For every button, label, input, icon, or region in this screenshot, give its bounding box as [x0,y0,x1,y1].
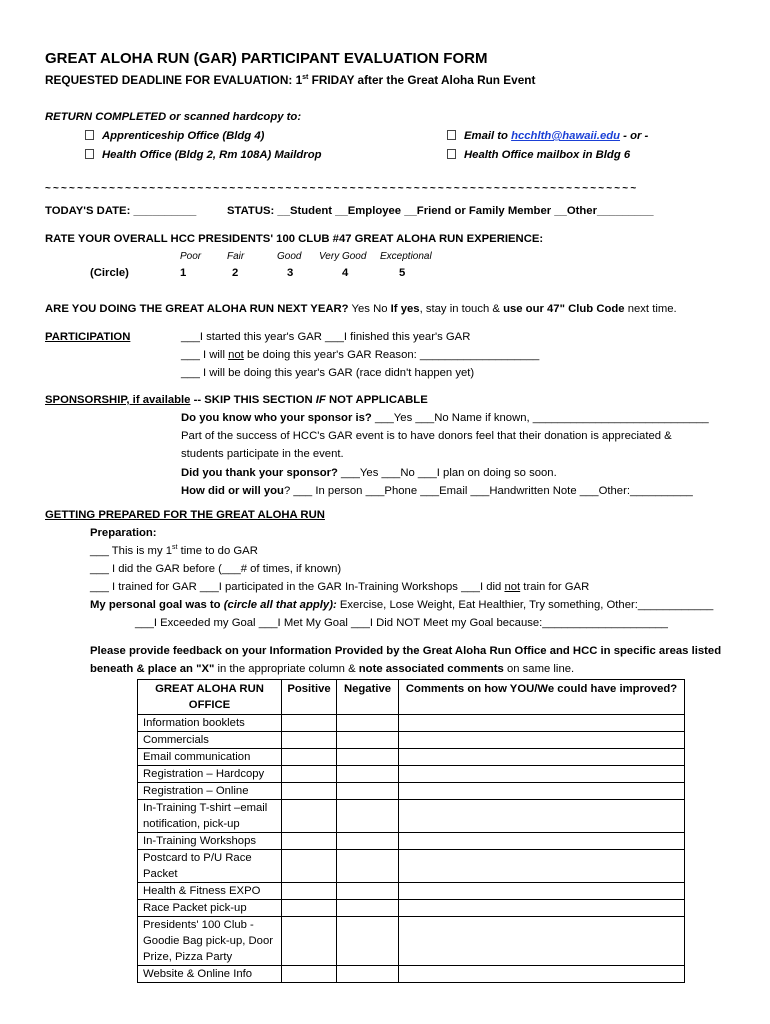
row-label: Email communication [138,749,282,766]
table-row [138,850,685,883]
checkbox-icon [447,149,456,159]
comment-cell[interactable] [399,883,685,900]
status-field[interactable]: STATUS: __Student __Employee __Friend or Family Member __Other_________ [227,205,654,217]
comment-cell[interactable] [399,833,685,850]
negative-cell[interactable] [337,766,399,783]
prep-did-before[interactable]: ___ I did the GAR before (___# of times, if known) [90,563,342,575]
sponsorship-text-2: students participate in the event. [181,448,344,460]
participation-heading: PARTICIPATION [45,331,131,343]
comment-cell[interactable] [399,715,685,732]
rating-circle-label: (Circle) [90,267,129,279]
negative-cell[interactable] [337,833,399,850]
rating-option-2[interactable]: 2 [232,267,239,279]
email-link[interactable]: hcchlth@hawaii.edu [511,130,621,142]
row-label: Postcard to P/U Race Packet [138,850,282,883]
row-label: Presidents' 100 Club - Goodie Bag pick-up, Door Prize, Pizza Party [138,917,282,966]
sponsor-thank-method-question[interactable]: How did or will you? ___ In person ___Phone ___Email ___Handwritten Note ___Other:__________ [181,485,693,497]
row-label: Registration – Online [138,783,282,800]
row-label: Race Packet pick-up [138,900,282,917]
rating-label-very-good: Very Good [319,251,367,262]
table-row [138,783,685,800]
comment-cell[interactable] [399,917,685,966]
positive-cell[interactable] [282,833,337,850]
negative-cell[interactable] [337,966,399,983]
negative-cell[interactable] [337,850,399,883]
sponsorship-text-1: Part of the success of HCC's GAR event is to have donors feel that their donation is appreciated & [181,430,672,442]
column-header-positive: Positive [282,680,337,715]
goal-result-line[interactable]: ___I Exceeded my Goal ___I Met My Goal ___I Did NOT Meet my Goal because:____________________ [135,617,668,629]
rating-question: RATE YOUR OVERALL HCC PRESIDENTS' 100 CLUB #47 GREAT ALOHA RUN EXPERIENCE: [45,233,544,245]
row-label: Registration – Hardcopy [138,766,282,783]
rating-label-good: Good [277,251,302,262]
row-label: Commercials [138,732,282,749]
return-option-apprenticeship[interactable]: Apprenticeship Office (Bldg 4) [85,130,264,142]
checkbox-icon [85,149,94,159]
table-row [138,749,685,766]
deadline-line: REQUESTED DEADLINE FOR EVALUATION: 1st FRIDAY after the Great Aloha Run Event [45,73,536,87]
rating-option-3[interactable]: 3 [287,267,294,279]
preparation-label: Preparation: [90,527,157,539]
rating-label-poor: Poor [180,251,202,262]
positive-cell[interactable] [282,749,337,766]
positive-cell[interactable] [282,800,337,833]
column-header-comments: Comments on how YOU/We could have improved? [399,680,685,715]
comment-cell[interactable] [399,850,685,883]
table-row [138,715,685,732]
sponsor-known-question[interactable]: Do you know who your sponsor is? ___Yes ___No Name if known, ____________________________ [181,412,709,424]
positive-cell[interactable] [282,783,337,800]
return-option-email[interactable]: Email to hcchlth@hawaii.edu - or - [447,130,648,142]
table-row [138,833,685,850]
column-header-office: GREAT ALOHA RUN OFFICE [138,680,282,715]
positive-cell[interactable] [282,917,337,966]
negative-cell[interactable] [337,783,399,800]
table-row [138,917,685,966]
row-label: Information booklets [138,715,282,732]
form-title: GREAT ALOHA RUN (GAR) PARTICIPANT EVALUATION FORM [45,50,488,67]
row-label: In-Training Workshops [138,833,282,850]
personal-goal-line[interactable]: My personal goal was to (circle all that apply): Exercise, Lose Weight, Eat Healthier, Try something, Other:____________ [90,599,714,611]
positive-cell[interactable] [282,966,337,983]
positive-cell[interactable] [282,766,337,783]
return-option-mailbox[interactable]: Health Office mailbox in Bldg 6 [447,149,630,161]
row-label: Website & Online Info [138,966,282,983]
checkbox-icon [85,130,94,140]
rating-option-4[interactable]: 4 [342,267,349,279]
positive-cell[interactable] [282,850,337,883]
comment-cell[interactable] [399,732,685,749]
table-row [138,883,685,900]
comment-cell[interactable] [399,800,685,833]
comment-cell[interactable] [399,783,685,800]
column-header-negative: Negative [337,680,399,715]
table-header-row [138,680,685,715]
row-label: Health & Fitness EXPO [138,883,282,900]
negative-cell[interactable] [337,883,399,900]
table-row [138,766,685,783]
negative-cell[interactable] [337,732,399,749]
negative-cell[interactable] [337,715,399,732]
getting-prepared-heading: GETTING PREPARED FOR THE GREAT ALOHA RUN [45,509,325,521]
negative-cell[interactable] [337,900,399,917]
prep-training[interactable]: ___ I trained for GAR ___I participated in the GAR In-Training Workshops ___I did not train for GAR [90,581,590,593]
rating-label-exceptional: Exceptional [380,251,432,262]
comment-cell[interactable] [399,900,685,917]
comment-cell[interactable] [399,966,685,983]
rating-option-5[interactable]: 5 [399,267,406,279]
positive-cell[interactable] [282,900,337,917]
participation-started-finished[interactable]: ___I started this year's GAR ___I finished this year's GAR [181,331,471,343]
row-label: In-Training T-shirt –email notification, pick-up [138,800,282,833]
return-heading: RETURN COMPLETED or scanned hardcopy to: [45,111,302,123]
feedback-table [137,679,685,983]
todays-date-field[interactable]: TODAY'S DATE: __________ [45,205,197,217]
divider: ~ ~ ~ ~ ~ ~ ~ ~ ~ ~ ~ ~ ~ ~ ~ ~ ~ ~ ~ ~ ~ ~ ~ ~ ~ ~ ~ ~ ~ ~ ~ ~ ~ ~ ~ ~ ~ ~ ~ ~ ~ ~ ~ ~ ~ ~ ~ ~ ~ ~ ~ ~ ~ ~ ~ ~ ~ ~ ~ ~ ~ ~ ~ ~ ~ ~ ~ ~ ~ ~ ~ ~ ~ ~ [45,183,636,194]
prep-first-time[interactable]: ___ This is my 1st time to do GAR [90,544,258,557]
table-row [138,966,685,983]
participation-not-doing[interactable]: ___ I will not be doing this year's GAR Reason: ___________________ [181,349,540,361]
rating-label-fair: Fair [227,251,245,262]
positive-cell[interactable] [282,883,337,900]
feedback-instructions-2: beneath & place an "X" in the appropriate column & note associated comments on same line. [90,663,575,675]
table-row [138,800,685,833]
negative-cell[interactable] [337,917,399,966]
checkbox-icon [447,130,456,140]
comment-cell[interactable] [399,749,685,766]
negative-cell[interactable] [337,800,399,833]
rating-option-1[interactable]: 1 [180,267,187,279]
comment-cell[interactable] [399,766,685,783]
sponsorship-heading: SPONSORSHIP, if available -- SKIP THIS SECTION IF NOT APPLICABLE [45,394,428,406]
sponsor-thanked-question[interactable]: Did you thank your sponsor? ___Yes ___No ___I plan on doing so soon. [181,467,557,479]
participation-will-do[interactable]: ___ I will be doing this year's GAR (race didn't happen yet) [181,367,475,379]
positive-cell[interactable] [282,715,337,732]
table-row [138,732,685,749]
table-row [138,900,685,917]
next-year-question[interactable]: ARE YOU DOING THE GREAT ALOHA RUN NEXT YEAR? Yes No If yes, stay in touch & use our 47" Club Code next time. [45,303,677,315]
feedback-instructions-1: Please provide feedback on your Information Provided by the Great Aloha Run Office and HCC in specific areas listed [90,645,722,657]
negative-cell[interactable] [337,749,399,766]
return-option-health-office[interactable]: Health Office (Bldg 2, Rm 108A) Maildrop [85,149,322,161]
positive-cell[interactable] [282,732,337,749]
